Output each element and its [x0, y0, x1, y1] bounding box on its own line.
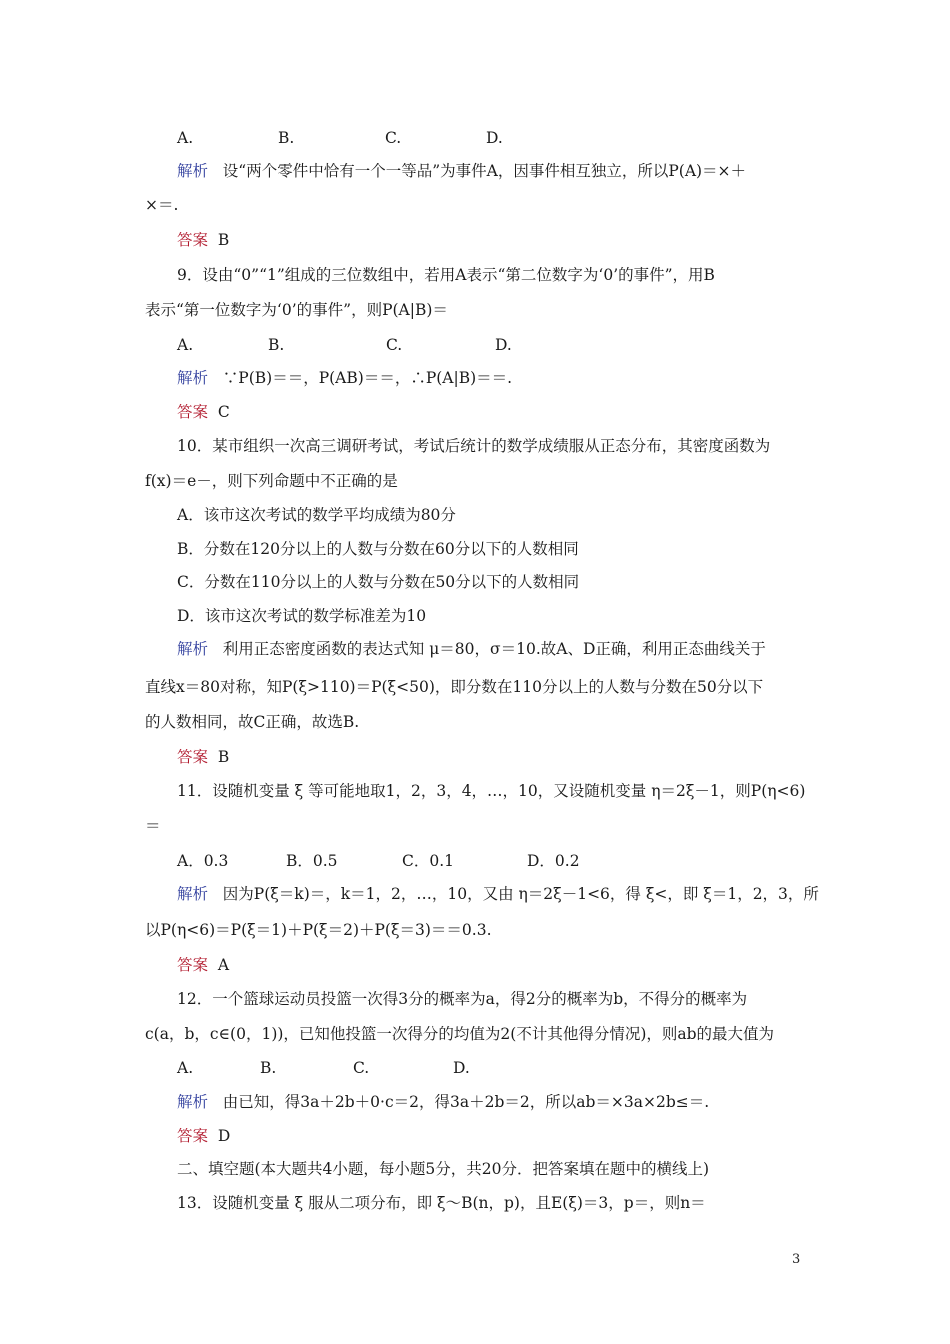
q10-analysis-label: 解析 — [177, 640, 209, 658]
q10-analysis-text-1: 利用正态密度函数的表达式知 μ＝80，σ＝10.故A、D正确，利用正态曲线关于 — [222, 640, 766, 658]
q11-stem-line-2: ＝ — [145, 817, 161, 835]
q10-analysis-line-2: 直线x＝80对称，知P(ξ>110)＝P(ξ<50)，即分数在110分以上的人数与分数在50分以下 — [145, 678, 764, 696]
q12-answer-label: 答案 — [177, 1127, 209, 1145]
q9-analysis-line-1 — [177, 368, 512, 388]
q9-stem-line-1: 9．设由“0”“1”组成的三位数组中，若用A表示“第二位数字为‘0’的事件”，用B — [177, 266, 715, 284]
q8-analysis-text-1: 设“两个零件中恰有一个一等品”为事件A，因事件相互独立，所以P(A)＝×＋ — [222, 162, 747, 180]
q11-stem-line-1: 11．设随机变量 ξ 等可能地取1，2，3，4，…，10，又设随机变量 η＝2ξ－1，则P(η<6) — [177, 782, 806, 800]
q8-option-b: B. — [278, 129, 295, 147]
q9-option-c: C. — [386, 336, 403, 354]
q8-answer-line — [177, 230, 229, 250]
q11-option-b: B．0.5 — [286, 852, 338, 870]
q12-answer-line — [177, 1126, 230, 1146]
q8-answer-label: 答案 — [177, 231, 209, 249]
q10-answer-value: B — [217, 748, 230, 766]
q11-answer-label: 答案 — [177, 956, 209, 974]
q9-analysis-label: 解析 — [177, 369, 209, 387]
q10-stem-line-2: f(x)＝e－，则下列命题中不正确的是 — [145, 472, 398, 490]
q8-analysis-line-1 — [177, 161, 746, 181]
q12-option-c: C. — [353, 1059, 370, 1077]
q10-option-c: C．分数在110分以上的人数与分数在50分以下的人数相同 — [177, 573, 580, 591]
q10-analysis-line-1 — [177, 639, 766, 659]
q9-answer-value: C — [217, 403, 230, 421]
q12-answer-value: D — [217, 1127, 231, 1145]
q9-option-a: A. — [177, 336, 194, 354]
q9-option-d: D. — [495, 336, 512, 354]
q11-analysis-line-2: 以P(η<6)＝P(ξ＝1)＋P(ξ＝2)＋P(ξ＝3)＝＝0.3. — [145, 921, 492, 939]
q12-analysis-text-1: 由已知，得3a＋2b＋0·c＝2，得3a＋2b＝2，所以ab＝×3a×2b≤＝. — [222, 1093, 710, 1111]
q8-option-d: D. — [486, 129, 503, 147]
q10-option-b: B．分数在120分以上的人数与分数在60分以下的人数相同 — [177, 540, 579, 558]
q12-stem-line-2: c(a，b，c∈(0，1))，已知他投篮一次得分的均值为2(不计其他得分情况)，则ab的最大值为 — [145, 1025, 775, 1043]
q11-analysis-label: 解析 — [177, 885, 209, 903]
q10-option-a: A．该市这次考试的数学平均成绩为80分 — [177, 506, 456, 524]
q11-answer-line — [177, 955, 229, 975]
page-number: 3 — [792, 1252, 801, 1267]
q8-option-c: C. — [385, 129, 402, 147]
q8-answer-value: B — [217, 231, 230, 249]
q11-answer-value: A — [217, 956, 230, 974]
q12-analysis-line-1 — [177, 1092, 709, 1112]
q8-analysis-line-2: ×＝. — [145, 196, 179, 214]
q9-answer-line — [177, 402, 230, 422]
q11-option-a: A．0.3 — [177, 852, 229, 870]
q11-analysis-line-1 — [177, 884, 819, 904]
q12-option-d: D. — [453, 1059, 470, 1077]
q8-option-a: A. — [177, 129, 194, 147]
q9-answer-label: 答案 — [177, 403, 209, 421]
q10-answer-label: 答案 — [177, 748, 209, 766]
q9-option-b: B. — [268, 336, 285, 354]
q10-option-d: D．该市这次考试的数学标准差为10 — [177, 607, 427, 625]
q9-stem-line-2: 表示“第一位数字为‘0’的事件”，则P(A|B)＝ — [145, 301, 448, 319]
q11-analysis-text-1: 因为P(ξ＝k)＝，k＝1，2，…，10，又由 η＝2ξ－1<6，得 ξ<，即 ξ＝1，2，3，所 — [222, 885, 819, 903]
section-heading-fill-in: 二、填空题(本大题共4小题，每小题5分，共20分．把答案填在题中的横线上) — [177, 1160, 710, 1178]
q12-analysis-label: 解析 — [177, 1093, 209, 1111]
q10-stem-line-1: 10．某市组织一次高三调研考试，考试后统计的数学成绩服从正态分布，其密度函数为 — [177, 437, 771, 455]
q9-analysis-text-1: ∵P(B)＝＝，P(AB)＝＝，∴P(A|B)＝＝. — [222, 369, 513, 387]
q10-analysis-line-3: 的人数相同，故C正确，故选B. — [145, 713, 360, 731]
q10-answer-line — [177, 747, 229, 767]
q11-option-c: C．0.1 — [402, 852, 455, 870]
q8-analysis-label: 解析 — [177, 162, 209, 180]
q12-stem-line-1: 12．一个篮球运动员投篮一次得3分的概率为a，得2分的概率为b，不得分的概率为 — [177, 990, 748, 1008]
q12-option-b: B. — [260, 1059, 277, 1077]
q13-stem-line-1: 13．设随机变量 ξ 服从二项分布，即 ξ～B(n，p)，且E(ξ)＝3，p＝，则n＝ — [177, 1194, 706, 1212]
q11-option-d: D．0.2 — [527, 852, 580, 870]
q12-option-a: A. — [177, 1059, 194, 1077]
